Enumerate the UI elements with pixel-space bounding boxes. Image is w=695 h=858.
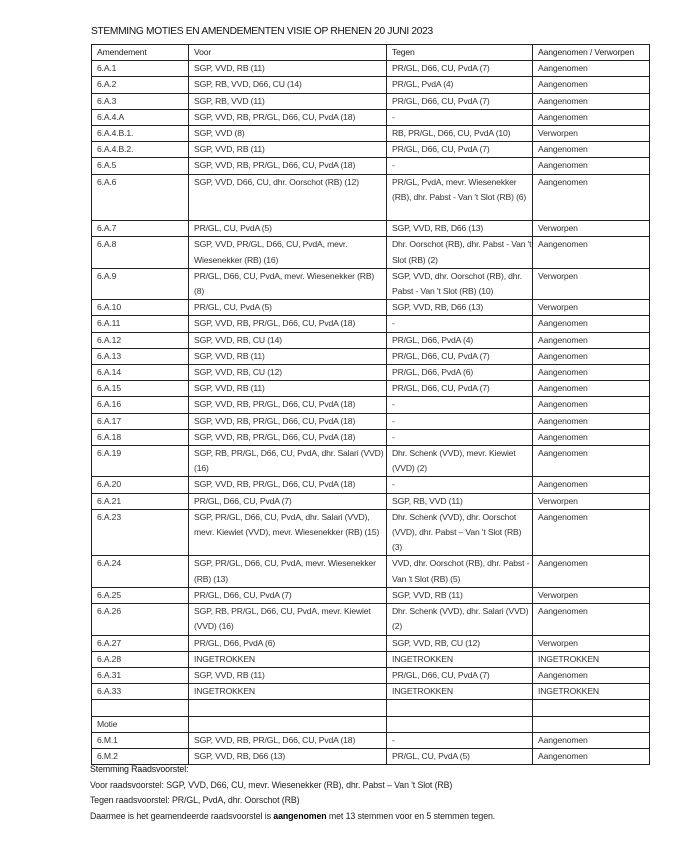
empty-cell: [533, 700, 650, 716]
amendment-row: [92, 348, 650, 364]
cell-id: 6.A.4.B.1.: [92, 126, 189, 142]
cell-id: 6.A.8: [92, 237, 189, 268]
cell-voor: SGP, VVD, RB, PR/GL, D66, CU, PvdA (18): [189, 429, 387, 445]
amendment-row: [92, 126, 650, 142]
cell-voor: SGP, VVD, RB, PR/GL, D66, CU, PvdA (18): [189, 397, 387, 413]
amendment-row: [92, 61, 650, 77]
cell-result: Aangenomen: [533, 109, 650, 125]
cell-tegen: -: [387, 316, 533, 332]
cell-voor: SGP, VVD, RB, PR/GL, D66, CU, PvdA (18): [189, 477, 387, 493]
amendment-row: [92, 587, 650, 603]
amendment-row: [92, 635, 650, 651]
amendment-row: [92, 268, 650, 299]
amendment-row: [92, 300, 650, 316]
amendment-row: [92, 316, 650, 332]
cell-voor: SGP, RB, PR/GL, D66, CU, PvdA, dhr. Salari (VVD) (16): [189, 446, 387, 477]
cell-result: Aangenomen: [533, 413, 650, 429]
cell-tegen: VVD, dhr. Oorschot (RB), dhr. Pabst - Van 't Slot (RB) (5): [387, 556, 533, 587]
cell-voor: SGP, VVD, RB (11): [189, 348, 387, 364]
cell-tegen: PR/GL, D66, PvdA (6): [387, 365, 533, 381]
amendment-row: [92, 556, 650, 587]
cell-id: 6.A.25: [92, 587, 189, 603]
cell-tegen: PR/GL, D66, CU, PvdA (7): [387, 93, 533, 109]
cell-id: 6.A.4.A: [92, 109, 189, 125]
cell-voor: INGETROKKEN: [189, 651, 387, 667]
cell-tegen: Dhr. Schenk (VVD), dhr. Salari (VVD) (2): [387, 604, 533, 635]
cell-id: 6.A.26: [92, 604, 189, 635]
cell-tegen: -: [387, 732, 533, 748]
cell-voor: SGP, VVD, RB (11): [189, 61, 387, 77]
cell-voor: SGP, RB, PR/GL, D66, CU, PvdA, mevr. Kiewiet (VVD) (16): [189, 604, 387, 635]
empty-cell: [387, 716, 533, 732]
amendment-row: [92, 429, 650, 445]
cell-tegen: -: [387, 109, 533, 125]
cell-voor: SGP, VVD (8): [189, 126, 387, 142]
cell-voor: SGP, VVD, RB, CU (12): [189, 365, 387, 381]
summary-conclusion: [90, 809, 495, 825]
cell-id: 6.A.33: [92, 684, 189, 700]
cell-result: Aangenomen: [533, 332, 650, 348]
cell-result: Verworpen: [533, 268, 650, 299]
cell-voor: INGETROKKEN: [189, 684, 387, 700]
cell-id: 6.A.5: [92, 158, 189, 174]
cell-voor: PR/GL, D66, CU, PvdA (7): [189, 493, 387, 509]
cell-result: Aangenomen: [533, 348, 650, 364]
cell-id: 6.A.16: [92, 397, 189, 413]
cell-result: Aangenomen: [533, 667, 650, 683]
cell-tegen: PR/GL, D66, CU, PvdA (7): [387, 667, 533, 683]
empty-cell: [387, 700, 533, 716]
cell-result: Aangenomen: [533, 477, 650, 493]
cell-tegen: Dhr. Oorschot (RB), dhr. Pabst - Van 't Slot (RB) (2): [387, 237, 533, 268]
cell-voor: SGP, PR/GL, D66, CU, PvdA, dhr. Salari (VVD), mevr. Kiewiet (VVD), mevr. Wiesenekker (RB) (15): [189, 509, 387, 556]
vote-summary: [90, 762, 495, 824]
cell-result: Aangenomen: [533, 397, 650, 413]
cell-result: Aangenomen: [533, 142, 650, 158]
empty-cell: [92, 700, 189, 716]
summary-heading: Stemming Raadsvoorstel:: [90, 764, 189, 774]
amendment-row: [92, 477, 650, 493]
cell-voor: SGP, VVD, RB (11): [189, 667, 387, 683]
votes-table: [91, 44, 650, 765]
header-voor: Voor: [189, 45, 387, 61]
cell-voor: SGP, VVD, RB, PR/GL, D66, CU, PvdA (18): [189, 316, 387, 332]
cell-result: INGETROKKEN: [533, 684, 650, 700]
cell-id: 6.A.19: [92, 446, 189, 477]
amendment-row: [92, 365, 650, 381]
cell-tegen: SGP, RB, VVD (11): [387, 493, 533, 509]
cell-voor: PR/GL, D66, CU, PvdA, mevr. Wiesenekker (RB) (8): [189, 268, 387, 299]
header-amendement: Amendement: [92, 45, 189, 61]
motie-row: [92, 732, 650, 748]
section-row-motie: [92, 716, 650, 732]
cell-result: Aangenomen: [533, 61, 650, 77]
cell-id: 6.A.13: [92, 348, 189, 364]
cell-voor: PR/GL, D66, CU, PvdA (7): [189, 587, 387, 603]
cell-id: 6.A.9: [92, 268, 189, 299]
cell-id: 6.A.11: [92, 316, 189, 332]
cell-tegen: PR/GL, PvdA (4): [387, 77, 533, 93]
cell-result: Verworpen: [533, 635, 650, 651]
cell-result: Aangenomen: [533, 158, 650, 174]
cell-id: 6.A.21: [92, 493, 189, 509]
cell-tegen: SGP, VVD, RB, D66 (13): [387, 300, 533, 316]
cell-voor: SGP, VVD, D66, CU, dhr. Oorschot (RB) (12): [189, 174, 387, 221]
cell-tegen: Dhr. Schenk (VVD), mevr. Kiewiet (VVD) (2): [387, 446, 533, 477]
cell-id: 6.M.1: [92, 732, 189, 748]
cell-id: 6.A.14: [92, 365, 189, 381]
cell-tegen: PR/GL, PvdA, mevr. Wiesenekker (RB), dhr. Pabst - Van 't Slot (RB) (6): [387, 174, 533, 221]
summary-tegen: Tegen raadsvoorstel: PR/GL, PvdA, dhr. Oorschot (RB): [90, 795, 300, 806]
cell-tegen: PR/GL, CU, PvdA (5): [387, 748, 533, 764]
cell-result: Verworpen: [533, 300, 650, 316]
header-tegen: Tegen: [387, 45, 533, 61]
cell-tegen: -: [387, 477, 533, 493]
amendment-row: [92, 397, 650, 413]
cell-tegen: -: [387, 397, 533, 413]
cell-result: Aangenomen: [533, 93, 650, 109]
section-label: Motie: [92, 716, 189, 732]
cell-id: 6.A.10: [92, 300, 189, 316]
cell-voor: SGP, RB, VVD, D66, CU (14): [189, 77, 387, 93]
cell-result: Aangenomen: [533, 748, 650, 764]
amendment-row: [92, 109, 650, 125]
cell-tegen: -: [387, 429, 533, 445]
amendment-row: [92, 142, 650, 158]
cell-tegen: SGP, VVD, RB, D66 (13): [387, 221, 533, 237]
cell-result: Verworpen: [533, 493, 650, 509]
cell-tegen: PR/GL, D66, CU, PvdA (7): [387, 142, 533, 158]
cell-tegen: Dhr. Schenk (VVD), dhr. Oorschot (VVD), dhr. Pabst – Van 't Slot (RB) (3): [387, 509, 533, 556]
cell-id: 6.A.2: [92, 77, 189, 93]
cell-id: 6.A.17: [92, 413, 189, 429]
cell-result: Aangenomen: [533, 237, 650, 268]
empty-cell: [189, 700, 387, 716]
amendment-row: [92, 158, 650, 174]
cell-tegen: PR/GL, D66, CU, PvdA (7): [387, 381, 533, 397]
cell-result: Verworpen: [533, 126, 650, 142]
cell-result: Aangenomen: [533, 174, 650, 221]
cell-id: 6.A.7: [92, 221, 189, 237]
cell-tegen: PR/GL, D66, CU, PvdA (7): [387, 348, 533, 364]
cell-voor: SGP, VVD, RB, PR/GL, D66, CU, PvdA (18): [189, 732, 387, 748]
cell-voor: SGP, VVD, RB, PR/GL, D66, CU, PvdA (18): [189, 109, 387, 125]
amendment-row: [92, 174, 650, 221]
cell-voor: SGP, VVD, RB, PR/GL, D66, CU, PvdA (18): [189, 413, 387, 429]
cell-tegen: -: [387, 158, 533, 174]
cell-tegen: SGP, VVD, RB (11): [387, 587, 533, 603]
cell-tegen: RB, PR/GL, D66, CU, PvdA (10): [387, 126, 533, 142]
cell-id: 6.A.3: [92, 93, 189, 109]
cell-voor: SGP, VVD, RB, PR/GL, D66, CU, PvdA (18): [189, 158, 387, 174]
cell-result: Aangenomen: [533, 732, 650, 748]
cell-id: 6.A.12: [92, 332, 189, 348]
cell-id: 6.M.2: [92, 748, 189, 764]
empty-row: [92, 700, 650, 716]
cell-id: 6.A.20: [92, 477, 189, 493]
cell-id: 6.A.23: [92, 509, 189, 556]
cell-voor: PR/GL, CU, PvdA (5): [189, 300, 387, 316]
cell-id: 6.A.28: [92, 651, 189, 667]
cell-id: 6.A.15: [92, 381, 189, 397]
cell-result: Aangenomen: [533, 556, 650, 587]
cell-voor: SGP, VVD, RB, D66 (13): [189, 748, 387, 764]
cell-voor: PR/GL, CU, PvdA (5): [189, 221, 387, 237]
amendment-row: [92, 684, 650, 700]
conclusion-prefix: Daarmee is het geamendeerde raadsvoorstel is: [90, 810, 274, 821]
cell-result: Aangenomen: [533, 509, 650, 556]
cell-result: Aangenomen: [533, 604, 650, 635]
header-result: Aangenomen / Verworpen: [533, 45, 650, 61]
cell-id: 6.A.31: [92, 667, 189, 683]
cell-id: 6.A.6: [92, 174, 189, 221]
amendment-row: [92, 221, 650, 237]
cell-id: 6.A.1: [92, 61, 189, 77]
conclusion-suffix: met 13 stemmen voor en 5 stemmen tegen.: [326, 810, 496, 821]
amendment-row: [92, 381, 650, 397]
cell-result: Aangenomen: [533, 365, 650, 381]
amendment-row: [92, 667, 650, 683]
cell-voor: PR/GL, D66, PvdA (6): [189, 635, 387, 651]
cell-voor: SGP, PR/GL, D66, CU, PvdA, mevr. Wiesenekker (RB) (13): [189, 556, 387, 587]
document-title: STEMMING MOTIES EN AMENDEMENTEN VISIE OP RHENEN 20 JUNI 2023: [91, 26, 433, 37]
cell-result: Verworpen: [533, 587, 650, 603]
amendment-row: [92, 332, 650, 348]
cell-result: Aangenomen: [533, 316, 650, 332]
summary-voor: Voor raadsvoorstel: SGP, VVD, D66, CU, mevr. Wiesenekker (RB), dhr. Pabst – Van 't Slot (RB): [90, 779, 453, 790]
cell-result: Aangenomen: [533, 77, 650, 93]
cell-tegen: INGETROKKEN: [387, 684, 533, 700]
amendment-row: [92, 651, 650, 667]
amendment-row: [92, 237, 650, 268]
cell-result: Aangenomen: [533, 429, 650, 445]
cell-id: 6.A.18: [92, 429, 189, 445]
empty-cell: [533, 716, 650, 732]
amendment-row: [92, 77, 650, 93]
cell-voor: SGP, VVD, RB (11): [189, 381, 387, 397]
amendment-row: [92, 413, 650, 429]
amendment-row: [92, 509, 650, 556]
amendment-row: [92, 93, 650, 109]
amendment-row: [92, 604, 650, 635]
cell-tegen: -: [387, 413, 533, 429]
amendment-row: [92, 493, 650, 509]
cell-result: INGETROKKEN: [533, 651, 650, 667]
cell-tegen: SGP, VVD, RB, CU (12): [387, 635, 533, 651]
cell-result: Aangenomen: [533, 446, 650, 477]
cell-id: 6.A.27: [92, 635, 189, 651]
cell-result: Aangenomen: [533, 381, 650, 397]
cell-id: 6.A.24: [92, 556, 189, 587]
empty-cell: [189, 716, 387, 732]
cell-voor: SGP, VVD, RB, CU (14): [189, 332, 387, 348]
conclusion-result: aangenomen: [273, 810, 327, 821]
cell-voor: SGP, VVD, RB (11): [189, 142, 387, 158]
cell-result: Verworpen: [533, 221, 650, 237]
table-header-row: [92, 45, 650, 61]
cell-voor: SGP, VVD, PR/GL, D66, CU, PvdA, mevr. Wiesenekker (RB) (16): [189, 237, 387, 268]
cell-tegen: SGP, VVD, dhr. Oorschot (RB), dhr. Pabst - Van 't Slot (RB) (10): [387, 268, 533, 299]
cell-tegen: INGETROKKEN: [387, 651, 533, 667]
cell-tegen: PR/GL, D66, PvdA (4): [387, 332, 533, 348]
cell-voor: SGP, RB, VVD (11): [189, 93, 387, 109]
cell-tegen: PR/GL, D66, CU, PvdA (7): [387, 61, 533, 77]
amendment-row: [92, 446, 650, 477]
cell-id: 6.A.4.B.2.: [92, 142, 189, 158]
